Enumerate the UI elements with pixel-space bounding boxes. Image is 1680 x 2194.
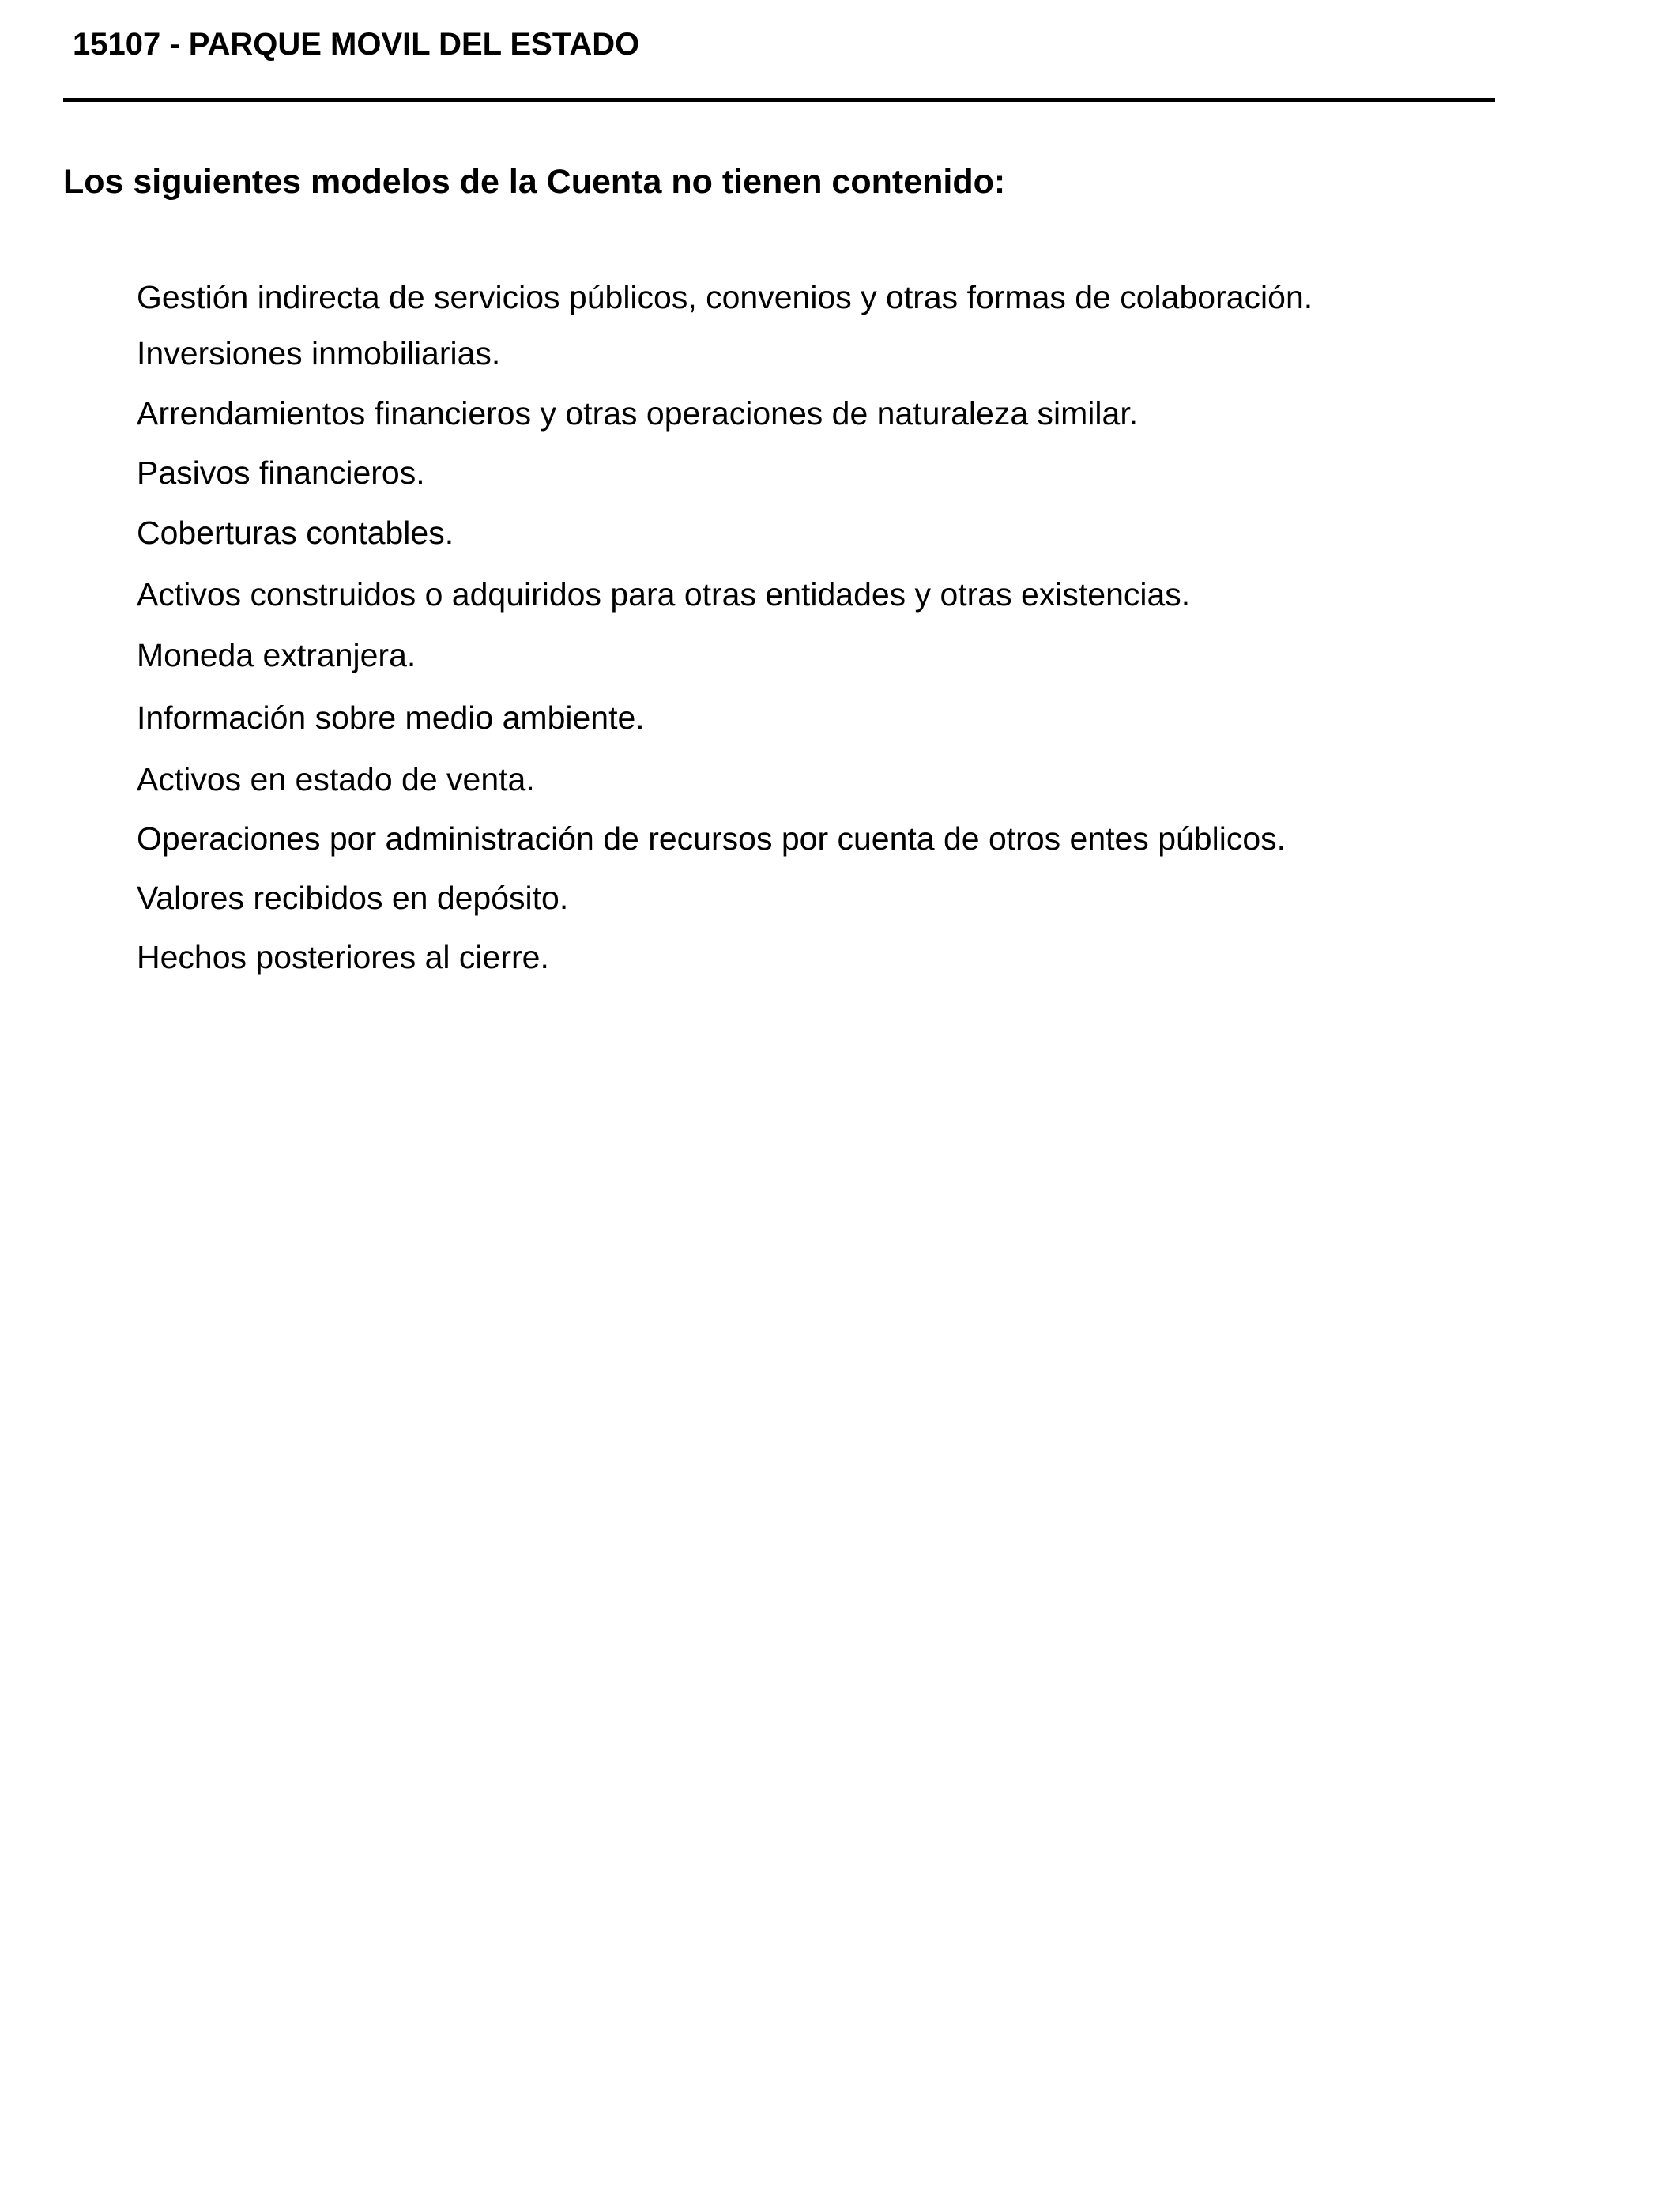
header-divider [63,98,1495,102]
entity-title: 15107 - PARQUE MOVIL DEL ESTADO [73,27,640,62]
list-item-label: Moneda extranjera. [137,637,416,673]
list-item-label: Valores recibidos en depósito. [137,880,569,916]
list-item-label: Pasivos financieros. [137,454,425,491]
list-item-label: Gestión indirecta de servicios públicos, convenios y otras formas de colaboración. [137,279,1313,315]
list-item-label: Activos en estado de venta. [137,761,535,797]
section-heading: Los siguientes modelos de la Cuenta no tienen contenido: [63,163,1006,201]
list-item-label: Activos construidos o adquiridos para otras entidades y otras existencias. [137,576,1191,613]
list-item-label: Información sobre medio ambiente. [137,699,645,736]
list-item-label: Coberturas contables. [137,515,454,551]
list-item-label: Inversiones inmobiliarias. [137,335,501,371]
list-item-label: Arrendamientos financieros y otras operaciones de naturaleza similar. [137,395,1139,432]
list-item-label: Hechos posteriores al cierre. [137,939,549,975]
list-item-label: Operaciones por administración de recursos por cuenta de otros entes públicos. [137,820,1286,857]
